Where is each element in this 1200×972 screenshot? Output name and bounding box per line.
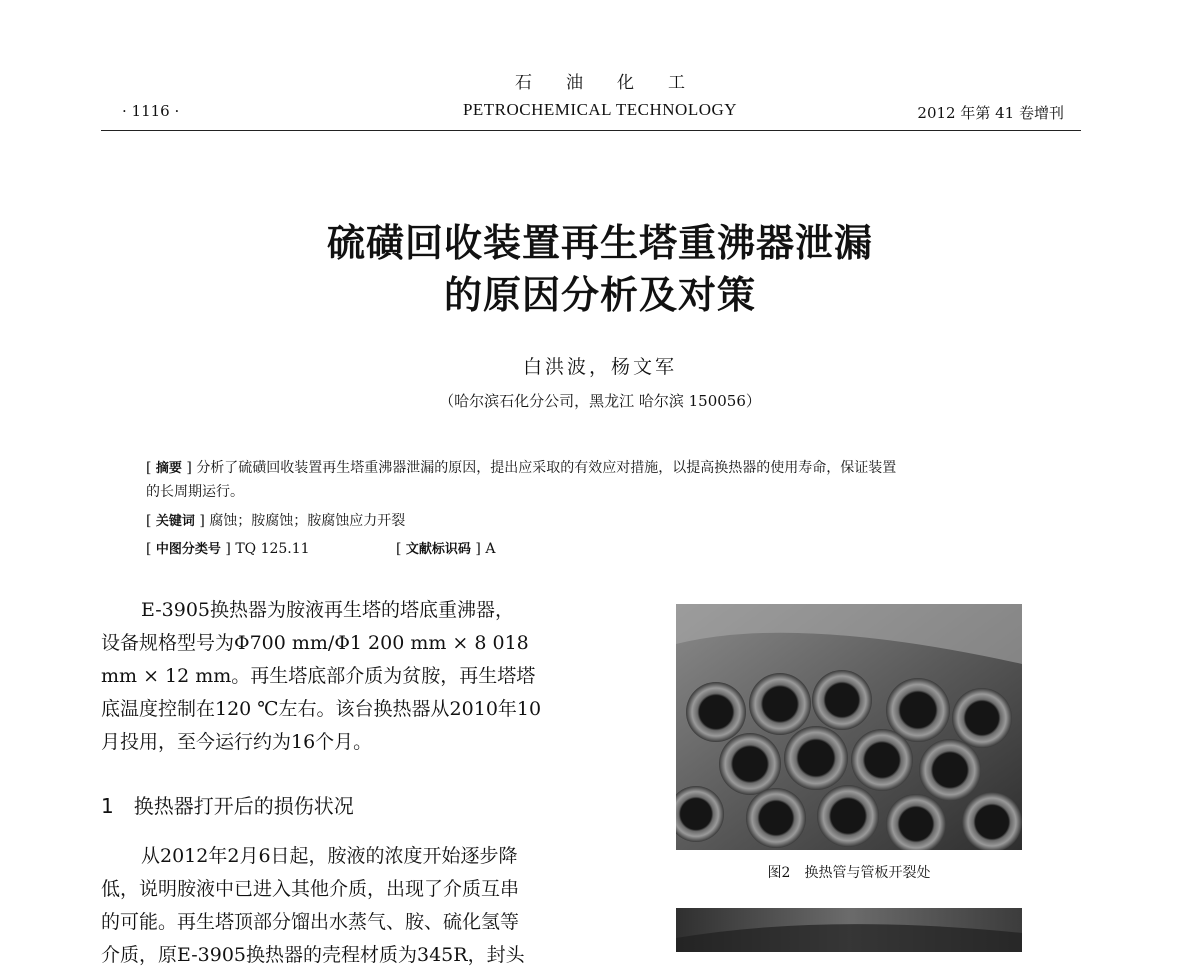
figure-3-illustration — [676, 908, 1022, 952]
paragraph-line: 从2012年2月6日起，胺液的浓度开始逐步降 — [141, 845, 518, 867]
paragraph-damage — [101, 840, 571, 972]
authors: 白洪波，杨文军 — [522, 356, 677, 378]
paragraph-line: 低，说明胺液中已进入其他介质，出现了介质互串 — [101, 878, 520, 900]
class-label: 中图分类号 — [155, 542, 221, 557]
figure-2-photo — [676, 604, 1022, 850]
doc-label: 文献标识码 — [405, 542, 471, 557]
paragraph-intro — [101, 594, 571, 759]
doc-value: A — [485, 541, 496, 557]
abstract-text-2: 的长周期运行。 — [146, 484, 244, 500]
section-heading: 1 换热器打开后的损伤状况 — [101, 794, 354, 818]
paragraph-line: 介质，原E-3905换热器的壳程材质为345R，封头 — [101, 944, 525, 966]
article-title-line1: 硫磺回收装置再生塔重沸器泄漏 — [326, 221, 873, 265]
page-number: · 1116 · — [122, 102, 180, 120]
paragraph-line: 底温度控制在120 ℃左右。该台换热器从2010年10 — [101, 698, 542, 720]
keywords-line: [ 关键词 ] 腐蚀；胺腐蚀；胺腐蚀应力开裂 — [146, 513, 406, 529]
keywords: 腐蚀；胺腐蚀；胺腐蚀应力开裂 — [209, 513, 406, 529]
abstract-text-1: 分析了硫磺回收装置再生塔重沸器泄漏的原因，提出应采取的有效应对措施，以提高换热器的使用寿命，保证装置 — [196, 460, 897, 476]
issue-info: 2012 年第 41 卷增刊 — [917, 104, 1064, 122]
journal-title-en: PETROCHEMICAL TECHNOLOGY — [462, 100, 738, 119]
paragraph-line: 设备规格型号为Φ700 mm/Φ1 200 mm × 8 018 — [101, 632, 529, 654]
class-value: TQ 125.11 — [235, 541, 310, 557]
paragraph-line: E-3905换热器为胺液再生塔的塔底重沸器， — [141, 599, 514, 621]
keywords-label: 关键词 — [155, 514, 195, 529]
article-title-line2: 的原因分析及对策 — [443, 273, 756, 317]
paragraph-line: 的可能。再生塔顶部分馏出水蒸气、胺、硫化氢等 — [101, 911, 520, 933]
paragraph-line: mm × 12 mm。再生塔底部介质为贫胺，再生塔塔 — [101, 665, 536, 687]
classification-line: [ 中图分类号 ] TQ 125.11 [ 文献标识码 ] A — [146, 537, 1046, 562]
tube-sheet-illustration — [676, 604, 1022, 850]
affiliation: （哈尔滨石化分公司，黑龙江 哈尔滨 150056） — [439, 392, 761, 410]
figure-2-caption: 图2 换热管与管板开裂处 — [767, 865, 931, 881]
figure-3-photo — [676, 908, 1022, 952]
paragraph-line: 月投用，至今运行约为16个月。 — [101, 731, 373, 753]
abstract-line1: [ 摘要 ] 分析了硫磺回收装置再生塔重沸器泄漏的原因，提出应采取的有效应对措施，以提高换热器的使用寿命，保证装置 — [146, 460, 897, 476]
journal-title-cn: 石油化工 — [515, 73, 719, 93]
document-id: [ 文献标识码 ] A — [396, 541, 496, 557]
abstract-label: 摘要 — [155, 461, 182, 476]
header-rule — [101, 130, 1081, 131]
